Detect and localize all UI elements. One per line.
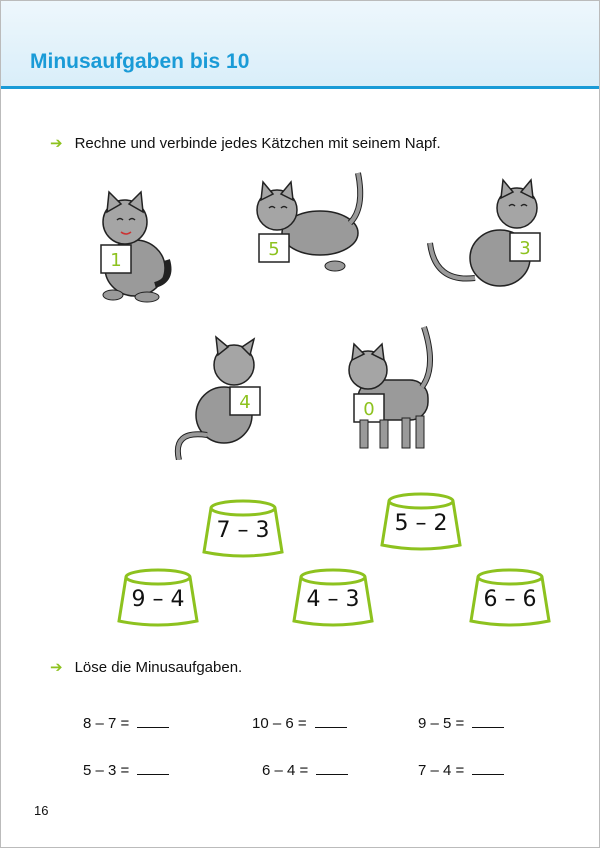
instruction-text: Löse die Minusaufgaben. [74, 659, 243, 676]
answer-blank[interactable] [472, 713, 504, 728]
answer-blank[interactable] [316, 760, 348, 775]
bowl-1[interactable] [200, 498, 286, 560]
page-title: Minusaufgaben bis 10 [30, 50, 250, 73]
instruction-connect [50, 134, 441, 152]
task-6: 7 – 4 = [418, 760, 504, 779]
bowl-2[interactable] [378, 491, 464, 553]
bowl-label: 7 – 3 [216, 518, 270, 543]
task-4: 5 – 3 = [83, 760, 169, 779]
cat-1[interactable] [85, 190, 175, 310]
cat-number: 3 [519, 238, 531, 259]
cat-standing-icon [340, 322, 445, 457]
page-number: 16 [34, 803, 49, 818]
task-1: 8 – 7 = [83, 713, 169, 732]
task-2: 10 – 6 = [252, 713, 347, 732]
cat-number: 4 [239, 392, 251, 413]
bowl-label: 6 – 6 [483, 587, 537, 612]
cat-number: 0 [363, 399, 375, 420]
arrow-icon: ➔ [50, 135, 63, 152]
instruction-solve [50, 658, 242, 676]
cat-sitting-icon [172, 335, 272, 460]
cat-4[interactable] [172, 335, 272, 465]
answer-blank[interactable] [137, 713, 169, 728]
instruction-text: Rechne und verbinde jedes Kätzchen mit seinem Napf. [74, 135, 441, 152]
bowl-label: 4 – 3 [306, 587, 360, 612]
cat-number: 5 [268, 239, 280, 260]
cat-5[interactable] [245, 168, 375, 283]
cat-number: 1 [110, 250, 122, 271]
arrow-icon: ➔ [50, 659, 63, 676]
bowl-label: 5 – 2 [394, 511, 448, 536]
bowl-label: 9 – 4 [131, 587, 185, 612]
cat-0[interactable] [340, 322, 445, 462]
cat-3[interactable] [425, 178, 550, 298]
answer-blank[interactable] [472, 760, 504, 775]
answer-blank[interactable] [315, 713, 347, 728]
bowl-4[interactable] [290, 567, 376, 629]
answer-blank[interactable] [137, 760, 169, 775]
cat-sitting-icon [425, 178, 550, 293]
cat-sitting-icon [85, 190, 175, 305]
bowl-3[interactable] [115, 567, 201, 629]
cat-walking-icon [245, 168, 375, 278]
task-3: 9 – 5 = [418, 713, 504, 732]
task-5: 6 – 4 = [262, 760, 348, 779]
page-header [0, 0, 600, 89]
bowl-5[interactable] [467, 567, 553, 629]
